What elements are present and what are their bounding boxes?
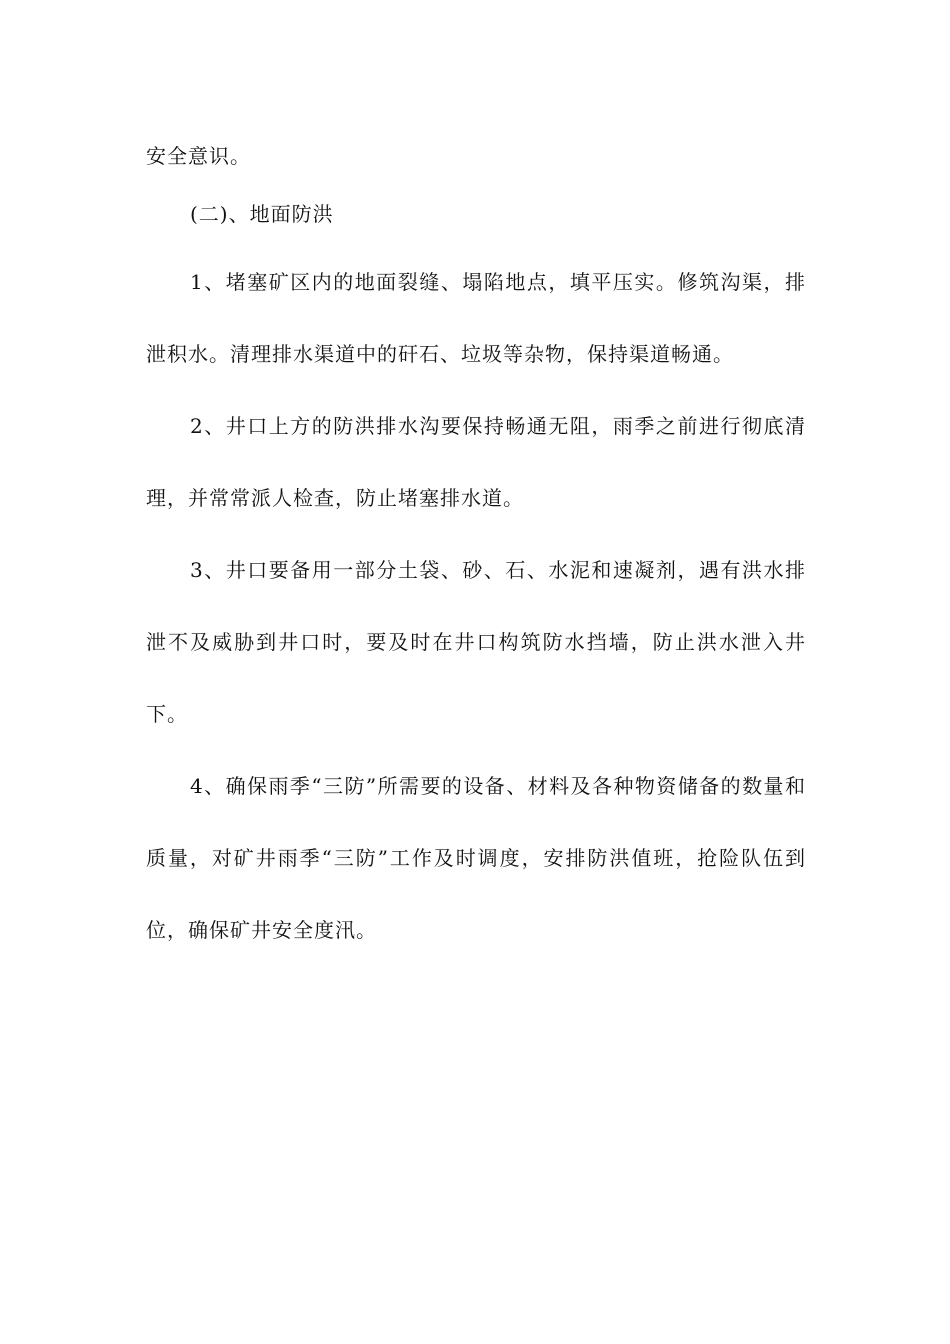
paragraph-1: 1、堵塞矿区内的地面裂缝、塌陷地点，填平压实。修筑沟渠，排泄积水。清理排水渠道中的矸石、垃圾等杂物，保持渠道畅通。 (146, 270, 806, 366)
paragraph-3: 3、井口要备用一部分土袋、砂、石、水泥和速凝剂，遇有洪水排泄不及威胁到井口时，要及时在井口构筑防水挡墙，防止洪水泄入井下。 (146, 558, 806, 726)
paragraph-4: 4、确保雨季“三防”所需要的设备、材料及各种物资储备的数量和质量，对矿井雨季“三防”工作及时调度，安排防洪值班，抢险队伍到位，确保矿井安全度汛。 (146, 774, 806, 942)
section-heading: (二)、地面防洪 (190, 202, 334, 226)
paragraph-continuation: 安全意识。 (146, 144, 251, 168)
document-body (146, 132, 806, 966)
paragraph-2: 2、井口上方的防洪排水沟要保持畅通无阻，雨季之前进行彻底清理，并常常派人检查，防止堵塞排水道。 (146, 414, 806, 510)
